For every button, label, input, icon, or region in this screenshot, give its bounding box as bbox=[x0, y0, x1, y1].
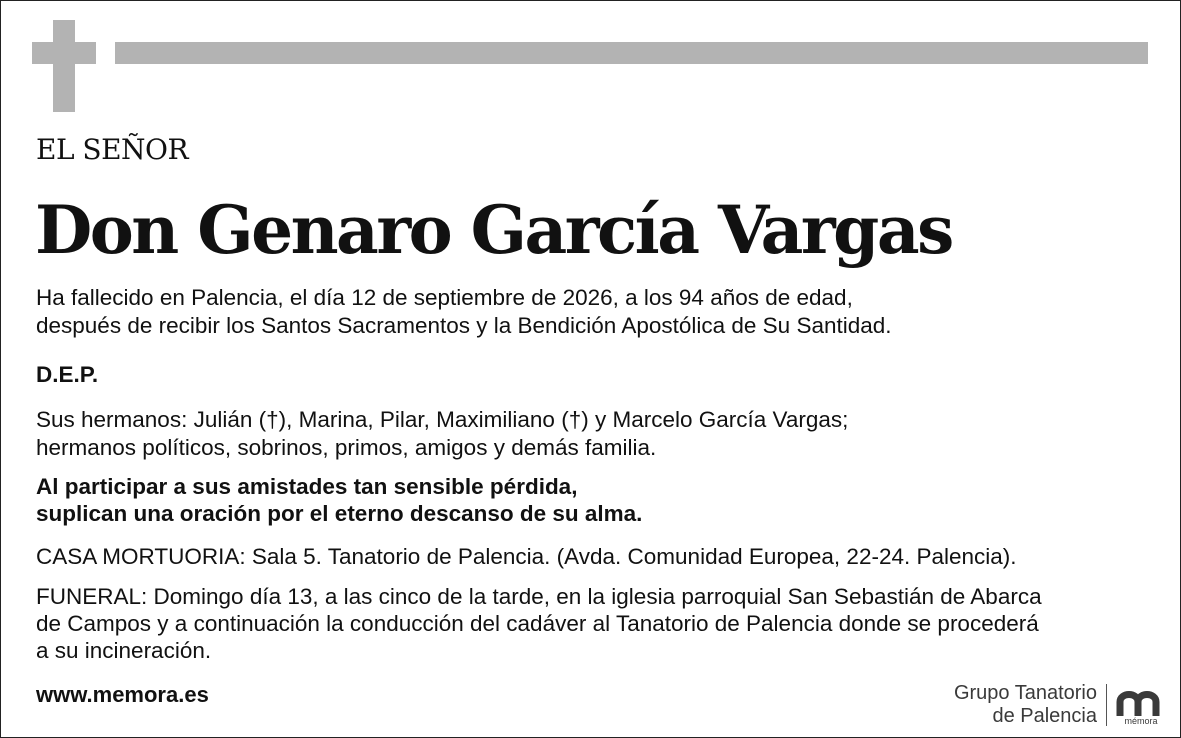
death-line-2: después de recibir los Santos Sacramentos y la Bendición Apostólica de Su Santidad. bbox=[36, 313, 892, 338]
brand-line-1: Grupo Tanatorio bbox=[953, 682, 1097, 704]
brand-divider bbox=[1106, 684, 1107, 726]
header-bar bbox=[115, 42, 1148, 64]
family-line-2: hermanos políticos, sobrinos, primos, amigos y demás familia. bbox=[36, 435, 657, 460]
family-line-1: Sus hermanos: Julián (†), Marina, Pilar, Maximiliano (†) y Marcelo García Vargas; bbox=[36, 407, 849, 432]
deceased-name: Don Genaro García Vargas bbox=[35, 191, 952, 269]
request-line-2: suplican una oración por el eterno descanso de su alma. bbox=[36, 501, 643, 526]
request-line-1: Al participar a sus amistades tan sensible pérdida, bbox=[36, 474, 578, 499]
mortuary-text: CASA MORTUORIA: Sala 5. Tanatorio de Palencia. (Avda. Comunidad Europea, 22-24. Palencia). bbox=[36, 544, 1017, 569]
brand-line-2: de Palencia bbox=[992, 705, 1097, 727]
funeral-line-2: de Campos y a continuación la conducción del cadáver al Tanatorio de Palencia donde se procederá bbox=[36, 611, 1039, 636]
brand-name bbox=[900, 682, 1097, 728]
funeral-line-1: FUNERAL: Domingo día 13, a las cinco de la tarde, en la iglesia parroquial San Sebastián de Abarca bbox=[36, 584, 1042, 609]
death-line-1: Ha fallecido en Palencia, el día 12 de septiembre de 2026, a los 94 años de edad, bbox=[36, 285, 853, 310]
website-link[interactable]: www.memora.es bbox=[36, 682, 209, 707]
logo-text: mémora bbox=[1124, 716, 1158, 726]
honorific: EL SEÑOR bbox=[36, 133, 189, 166]
funeral-line-3: a su incineración. bbox=[36, 638, 212, 663]
rip-text: D.E.P. bbox=[36, 362, 99, 387]
